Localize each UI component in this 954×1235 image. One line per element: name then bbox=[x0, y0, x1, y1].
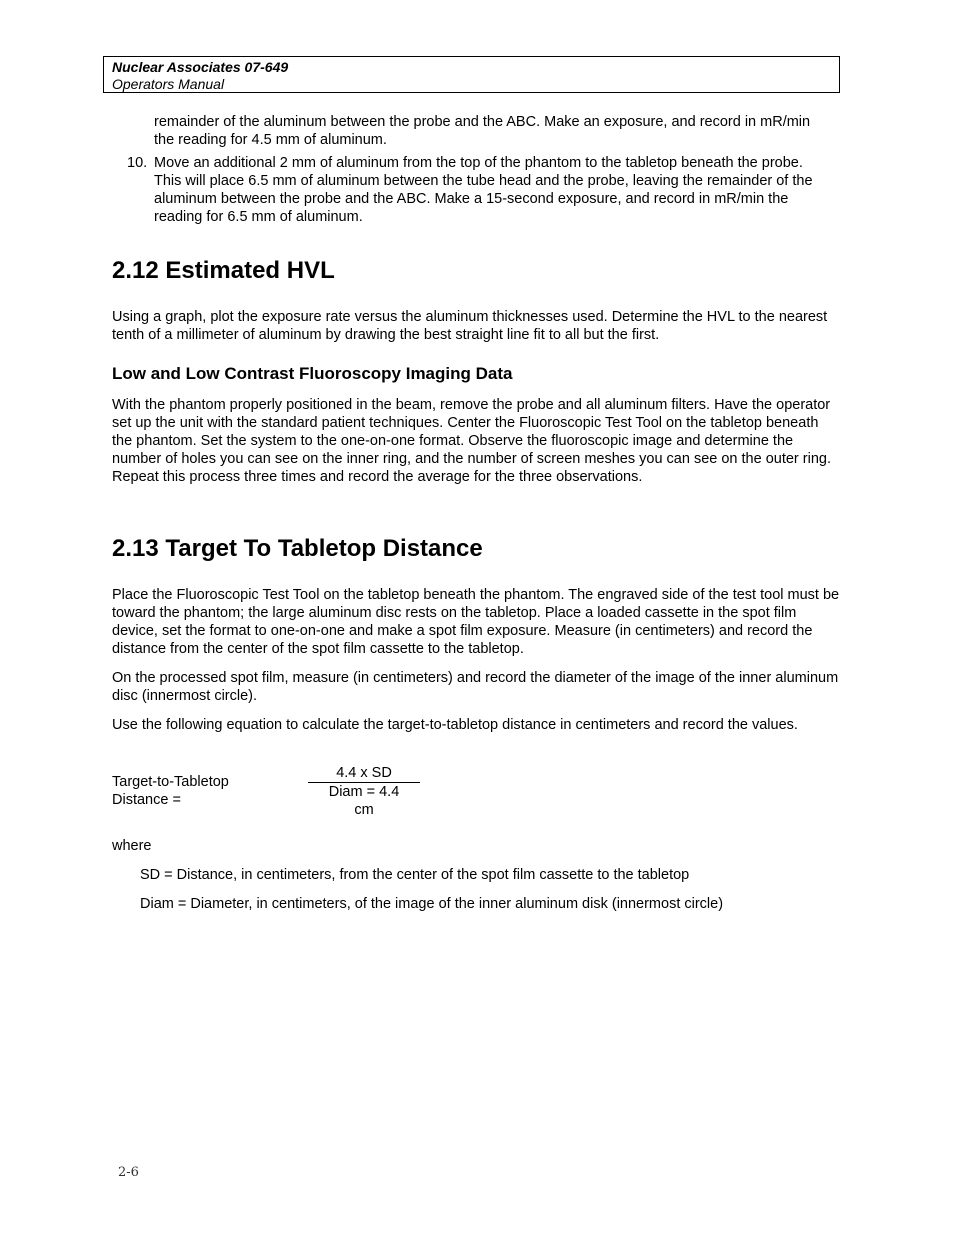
header-manual-title: Operators Manual bbox=[112, 76, 225, 92]
equation-left-side bbox=[112, 773, 229, 809]
definition-diam: Diam = Diameter, in centimeters, of the image of the inner aluminum disk (innermost circle) bbox=[140, 896, 724, 912]
equation-fraction bbox=[308, 764, 420, 819]
list-item-step-10 bbox=[112, 154, 834, 226]
target-tabletop-paragraph-3: Use the following equation to calculate the target-to-tabletop distance in centimeters and record the values. bbox=[112, 717, 798, 733]
equation-denominator-line-1: Diam = 4.4 bbox=[328, 784, 400, 800]
section-heading-estimated-hvl: 2.12 Estimated HVL bbox=[112, 257, 335, 284]
page-number: 2-6 bbox=[118, 1165, 139, 1180]
equation-numerator: 4.4 x SD bbox=[308, 764, 420, 783]
equation-lhs-line-2: Distance = bbox=[112, 792, 181, 808]
where-label: where bbox=[112, 838, 152, 854]
running-header bbox=[103, 56, 840, 93]
step-number: 10. bbox=[127, 155, 148, 171]
continued-step-text: remainder of the aluminum between the probe and the ABC. Make an exposure, and record in mR/min the reading for 4.5 mm of aluminum. bbox=[154, 114, 811, 148]
subheading-fluoroscopy-imaging: Low and Low Contrast Fluoroscopy Imaging Data bbox=[112, 364, 513, 383]
step-text: Move an additional 2 mm of aluminum from the top of the phantom to the tabletop beneath the probe. This will place 6.5 mm of aluminum between the tube head and the probe, leaving the remainder of the aluminum between the probe and the ABC. Make a 15-second exposure, and record in mR/min the reading for 6.5 mm of aluminum. bbox=[154, 155, 813, 225]
imaging-data-paragraph: With the phantom properly positioned in the beam, remove the probe and all aluminum filters. Have the operator set up the unit with the standard patient techniques. Center the Fluoroscopic Test Tool on the tabletop beneath the phantom. Set the system to the one-on-one format. Observe the fluoroscopic image and determine the number of holes you can see on the inner ring, and the number of screen meshes you can see on the outer ring. Repeat this process three times and record the average for the three observations. bbox=[112, 397, 831, 485]
section-heading-target-tabletop: 2.13 Target To Tabletop Distance bbox=[112, 535, 483, 562]
hvl-paragraph: Using a graph, plot the exposure rate versus the aluminum thicknesses used. Determine the HVL to the nearest tenth of a millimeter of aluminum by drawing the best straight line fit to all but the first. bbox=[112, 309, 828, 343]
equation-lhs-line-1: Target-to-Tabletop bbox=[112, 774, 229, 790]
target-tabletop-paragraph-2: On the processed spot film, measure (in centimeters) and record the diameter of the image of the inner aluminum disc (innermost circle). bbox=[112, 670, 839, 704]
target-tabletop-paragraph-1: Place the Fluoroscopic Test Tool on the tabletop beneath the phantom. The engraved side of the test tool must be toward the phantom; the large aluminum disc rests on the tabletop. Place a loaded cassette in the spot film device, set the format to one-on-one and make a spot film exposure. Measure (in centimeters) and record the distance from the center of the spot film cassette to the tabletop. bbox=[112, 587, 840, 657]
definition-sd: SD = Distance, in centimeters, from the center of the spot film cassette to the tabletop bbox=[140, 867, 690, 883]
equation-denominator-line-2: cm bbox=[354, 802, 374, 818]
header-product: Nuclear Associates 07-649 bbox=[112, 59, 289, 75]
